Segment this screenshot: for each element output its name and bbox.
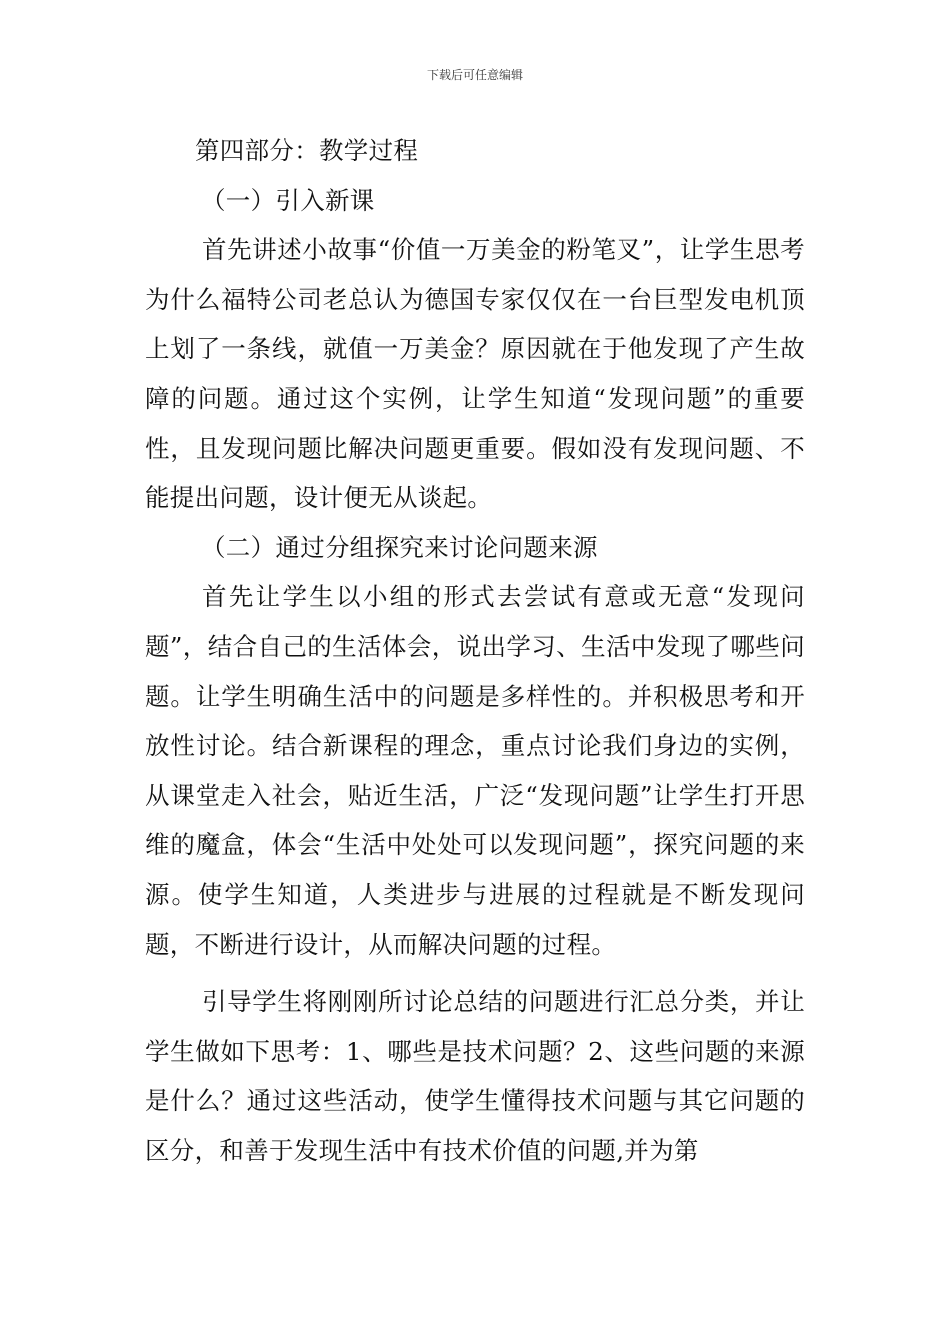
paragraph-3: 引导学生将刚刚所讨论总结的问题进行汇总分类，并让学生做如下思考：1、哪些是技术问题？2、这些问题的来源是什么？通过这些活动，使学生懂得技术问题与其它问题的区分，和善于发现生活中有技术价值的问题,并为第 [145,987,805,1165]
subsection-title-2: （二）通过分组探究来讨论问题来源 [201,532,598,562]
paragraph-2: 首先让学生以小组的形式去尝试有意或无意“发现问题”，结合自己的生活体会，说出学习、生活中发现了哪些问题。让学生明确生活中的问题是多样性的。并积极思考和开放性讨论。结合新课程的理念，重点讨论我们身边的实例，从课堂走入社会，贴近生活，广泛“发现问题”让学生打开思维的魔盒，体会“生活中处处可以发现问题”，探究问题的来源。使学生知道，人类进步与进展的过程就是不断发现问题，不断进行设计，从而解决问题的过程。 [145,582,805,959]
subsection-title-1: （一）引入新课 [201,185,375,215]
section-title: 第四部分：教学过程 [195,136,419,165]
document-body [145,126,805,1175]
paragraph-1: 首先讲述小故事“价值一万美金的粉笔叉”，让学生思考为什么福特公司老总认为德国专家仅仅在一台巨型发电机顶上划了一条线，就值一万美金？原因就在于他发现了产生故障的问题。通过这个实例，让学生知道“发现问题”的重要性，且发现问题比解决问题更重要。假如没有发现问题、不能提出问题，设计便无从谈起。 [145,235,805,513]
header-note: 下载后可任意编辑 [426,68,523,82]
